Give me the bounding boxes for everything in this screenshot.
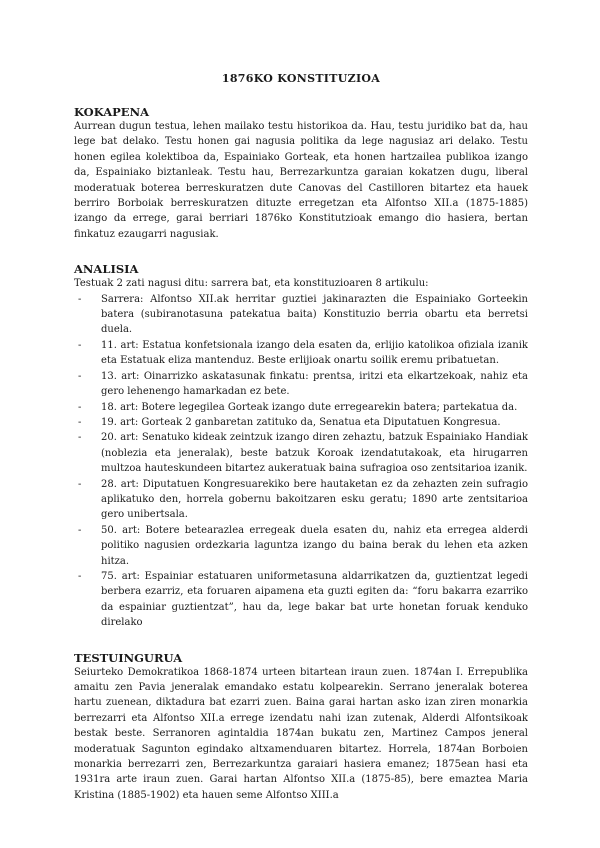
heading-testuingurua: TESTUINGURUA <box>74 650 183 665</box>
dash-marker: - <box>78 570 82 582</box>
list-item-text: 11. art: Estatua konfetsionala izango dela esaten da, erlijio katolikoa ofiziala izanik eta Estatuak eliza mantenduz. Beste erlijioak onartu soilik eremu pribatuetan. <box>101 339 528 367</box>
list-item <box>78 369 528 400</box>
list-item-text: 20. art: Senatuko kideak zeintzuk izango diren zehaztu, batzuk Espainiako Handiak (noblezia eta jeneralak), beste batzuk Koroak izendatutakoak, eta hirugarren multzoa hauteskundeen bitartez aukeratuak baina sufragioa oso zentsitarioa izanik. <box>101 432 528 475</box>
list-item <box>78 415 528 430</box>
list-item-text: 50. art: Botere betearazlea erregeak duela esaten du, nahiz eta erregea alderdi politiko nagusien ordezkaria laguntza izango du baina berak du lehen eta azken hitza. <box>101 524 528 567</box>
paragraph-kokapena: Aurrean dugun testua, lehen mailako testu historikoa da. Hau, testu juridiko bat da, hau lege bat delako. Testu honen gai nagusia politika da lege nagusiaz ari delako. Testu honen egilea kolektiboa da, Espainiako Gorteak, eta honen hartzailea publikoa izango da, Espainiako biztanleak. Testu hau, Berrezarkuntza garaian kokatzen dugu, liberal moderatuak boterea berreskuratzen dute Canovas del Castilloren bitartez eta hauek berriro Borboiak berreskuratzen dituzte erregetzan eta Alfontso XII.a (1875-1885) izango da errege, garai berriari 1876ko Konstitutzioak emango dio hasiera, bertan finkatuz ezaugarri nagusiak. <box>74 121 528 240</box>
paragraph-analisia-intro: Testuak 2 zati nagusi ditu: sarrera bat, eta konstituzioaren 8 artikulu: <box>74 278 429 290</box>
list-item <box>78 477 528 523</box>
heading-analisia: ANALISIA <box>74 262 139 277</box>
dash-marker: - <box>78 478 82 490</box>
dash-marker: - <box>78 293 82 305</box>
article-list <box>74 292 528 631</box>
dash-marker: - <box>78 401 82 413</box>
list-item-text: 13. art: Oinarrizko askatasunak finkatu: prentsa, iritzi eta elkartzekoak, nahiz eta gero lehenengo hamarkadan ez bete. <box>101 370 528 398</box>
list-item <box>78 569 528 631</box>
list-item-text: 18. art: Botere legegilea Gorteak izango dute erregearekin batera; partekatua da. <box>101 401 518 413</box>
list-item <box>78 338 528 369</box>
list-item-text: 75. art: Espainiar estatuaren uniformetasuna aldarrikatzen da, guztientzat legedi berbera ezarriz, eta foruaren aipamena eta guzti egiten da: “foru bakarra ezarriko da espainiar guztientzat”, hau da, lege bakar bat urte honetan foruak kenduko direlako <box>101 570 528 629</box>
dash-marker: - <box>78 432 82 444</box>
list-item-text: 19. art: Gorteak 2 ganbaretan zatituko da, Senatua eta Diputatuen Kongresua. <box>101 416 501 428</box>
dash-marker: - <box>78 339 82 351</box>
dash-marker: - <box>78 370 82 382</box>
paragraph-testuingurua: Seiurteko Demokratikoa 1868-1874 urteen bitartean iraun zuen. 1874an I. Errepublika amaitu zen Pavia jeneralak emandako estatu kolpearekin. Serrano jeneralak boterea hartu zuenean, diktadura bat ezarri zuen. Baina garai hartan asko izan ziren monarkia berrezarri eta Alfontso XII.a errege izendatu nahi izan zutenak, Alderdi Alfontsikoak bestak beste. Serranoren agintaldia 1874an bukatu zen, Martinez Campos jeneral moderatuak Sagunton egindako altxamenduaren bitartez. Horrela, 1874an Borboien monarkia berrezarri zen, Berrezarkuntza garaiari hasiera emanez; 1875ean hasi eta 1931ra arte iraun zuen. Garai hartan Alfontso XII.a (1875-85), bere emaztea Maria Kristina (1885-1902) eta hauen seme Alfontso XIII.a <box>74 666 528 801</box>
list-item <box>78 430 528 476</box>
dash-marker: - <box>78 524 82 536</box>
list-item-text: 28. art: Diputatuen Kongresuarekiko bere hautaketan ez da zehazten zein sufragio aplikatuko den, horrela gobernu bakoitzaren esku geratu; 1890 arte zentsitarioa gero unibertsala. <box>101 478 528 521</box>
list-item <box>78 523 528 569</box>
heading-kokapena: KOKAPENA <box>74 105 150 119</box>
list-item-text: Sarrera: Alfontso XII.ak herritar guztiei jakinarazten die Espainiako Gorteekin batera (subiranotasuna patekatua baita) Konstituzio berria obartu eta berretsi duela. <box>101 293 528 336</box>
section-kokapena <box>74 105 528 242</box>
document-title: 1876KO KONSTITUZIOA <box>221 72 381 85</box>
list-item <box>78 292 528 338</box>
document-page <box>74 72 528 823</box>
list-item <box>78 400 528 415</box>
dash-marker: - <box>78 416 82 428</box>
section-analisia <box>74 262 528 630</box>
section-testuingurua <box>74 651 528 804</box>
